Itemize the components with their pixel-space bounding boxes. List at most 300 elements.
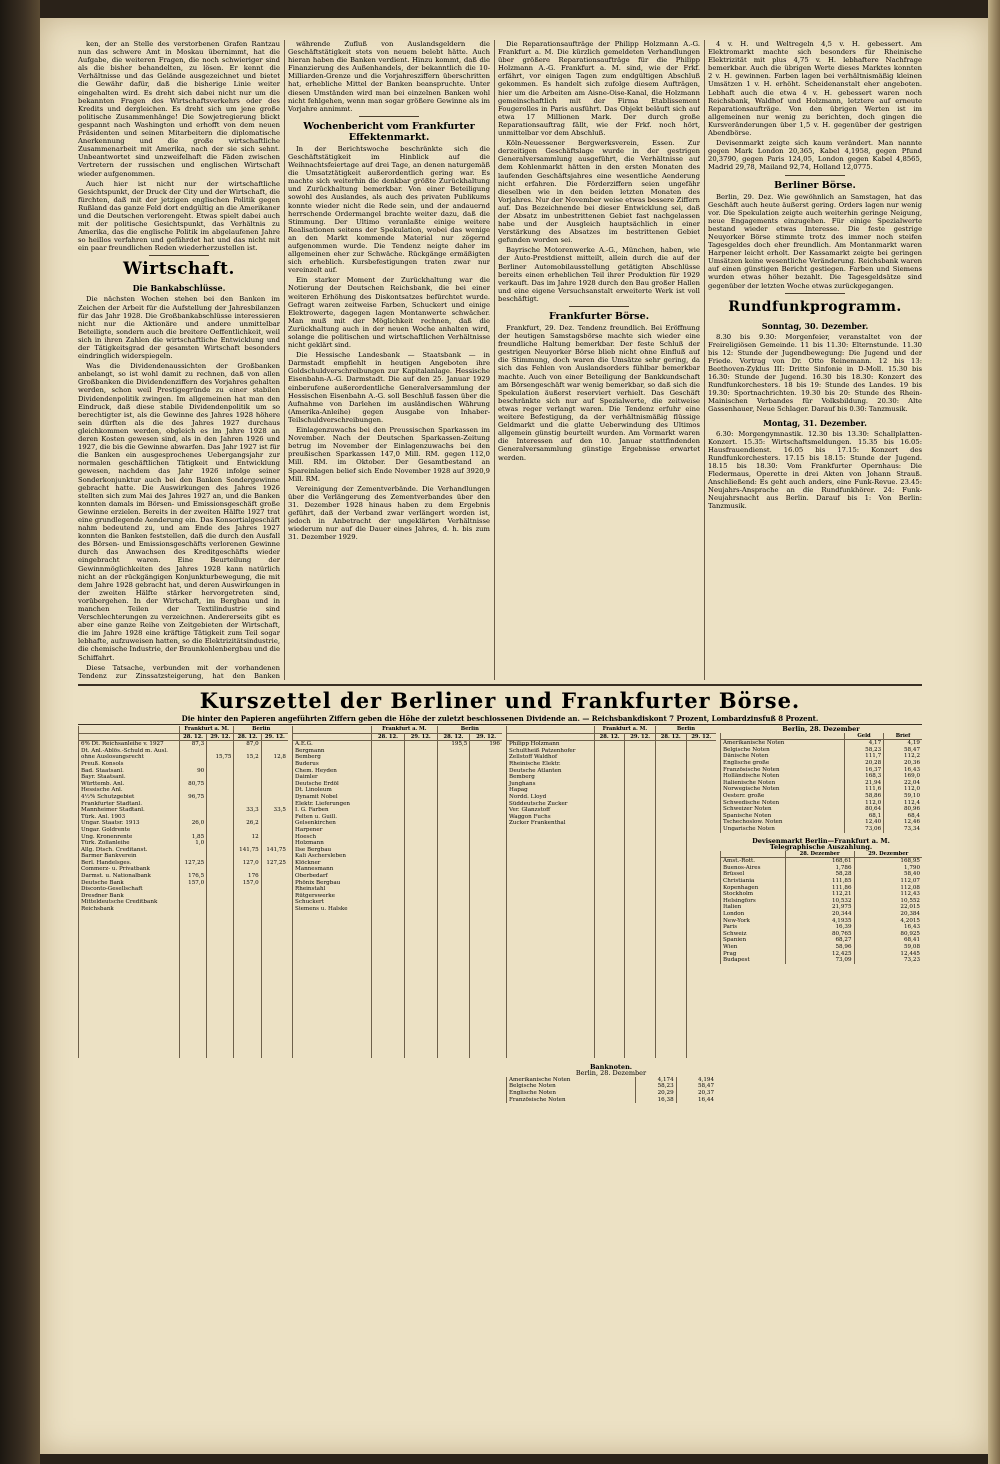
table-row <box>293 781 503 788</box>
table-cell <box>437 748 470 755</box>
table-cell <box>625 965 656 972</box>
table-cell <box>507 1012 595 1019</box>
table-cell <box>261 1038 288 1045</box>
table-cell <box>470 774 502 781</box>
table-cell <box>207 873 234 880</box>
table-cell: I. G. Farben <box>293 807 372 814</box>
table-cell: Holländische Noten <box>721 773 845 780</box>
table-cell <box>79 913 180 920</box>
table-cell <box>594 807 625 814</box>
table-cell <box>261 820 288 827</box>
table-row <box>79 899 289 906</box>
table-cell <box>686 741 716 748</box>
table-cell: 16,38 <box>635 1097 676 1104</box>
table-header-cell: 29. 12. <box>686 733 716 741</box>
table-row <box>507 913 717 920</box>
table-row <box>721 786 923 793</box>
table-cell: 1,786 <box>785 865 854 872</box>
table-cell <box>372 939 405 946</box>
table-row <box>507 820 717 827</box>
table-cell <box>234 913 261 920</box>
table-cell <box>207 913 234 920</box>
table-cell <box>625 906 656 913</box>
table-cell <box>404 985 437 992</box>
table-cell <box>655 959 686 966</box>
table-cell: Klöckner <box>293 860 372 867</box>
table-cell <box>207 1025 234 1032</box>
table-header-cell <box>79 733 180 741</box>
table-row <box>79 853 289 860</box>
table-cell <box>437 761 470 768</box>
table-cell <box>404 754 437 761</box>
banknote-list-date: Berlin, 28. Dezember <box>782 725 860 733</box>
table-cell: 4½% Schutzgebiet <box>79 794 180 801</box>
table-cell <box>437 946 470 953</box>
table-cell <box>594 860 625 867</box>
table-cell <box>507 1031 595 1038</box>
table-cell <box>655 998 686 1005</box>
table-row <box>721 780 923 787</box>
table-cell <box>404 946 437 953</box>
table-cell <box>372 801 405 808</box>
table-cell <box>404 913 437 920</box>
table-cell <box>470 853 502 860</box>
table-cell <box>625 748 656 755</box>
table-cell <box>594 820 625 827</box>
table-cell: 12 <box>234 834 261 841</box>
table-cell: Schultheiß Patzenhofer <box>507 748 595 755</box>
table-cell <box>655 768 686 775</box>
table-cell: Darmst. u. Nationalbank <box>79 873 180 880</box>
table-cell <box>79 926 180 933</box>
table-cell <box>179 939 206 946</box>
table-row <box>507 781 717 788</box>
table-cell <box>404 834 437 841</box>
table-row <box>293 794 503 801</box>
table-cell <box>655 972 686 979</box>
paragraph: währende Zufluß von Auslandsgeldern die Geschäftstätigkeit stets von neuem belebt hätte. Auch hieran haben die Banken verdient. Hinzu kommt, daß die Finanzierung des Außenhandels, der bekanntlich die 10-Milliarden-Grenze und die Vorjahresziffern überschritten hat, erhebliche Mittel der Banken beanspruchte. Unter diesen Umständen wird man bei einzelnen Banken wohl nicht fehlgehen, wenn man sogar größere Gewinne als im Vorjahre annimmt. <box>288 40 490 113</box>
table-cell <box>625 768 656 775</box>
table-cell: Norwegische Noten <box>721 786 845 793</box>
table-cell <box>470 748 502 755</box>
table-cell <box>261 979 288 986</box>
table-cell <box>261 1018 288 1025</box>
table-cell: Rheinische Elektr. <box>507 761 595 768</box>
table-cell <box>507 834 595 841</box>
table-cell: 73,23 <box>854 957 922 964</box>
table-cell <box>79 952 180 959</box>
table-cell <box>686 827 716 834</box>
table-cell <box>179 1038 206 1045</box>
table-cell <box>404 847 437 854</box>
table-cell <box>655 985 686 992</box>
table-cell <box>207 748 234 755</box>
table-cell: Englische große <box>721 760 845 767</box>
table-cell: 112,21 <box>785 891 854 898</box>
table-row <box>507 965 717 972</box>
table-cell: 33,3 <box>234 807 261 814</box>
table-cell <box>207 774 234 781</box>
table-cell <box>179 1051 206 1058</box>
table-cell: Prag <box>721 951 786 958</box>
table-cell: Kali Aschersleben <box>293 853 372 860</box>
table-row <box>507 847 717 854</box>
table-cell <box>372 873 405 880</box>
table-cell <box>234 1051 261 1058</box>
table-cell <box>655 1025 686 1032</box>
table-cell <box>594 768 625 775</box>
table-cell <box>207 959 234 966</box>
price-table-2 <box>292 726 502 1058</box>
table-row <box>79 998 289 1005</box>
table-row <box>507 932 717 939</box>
table-cell <box>234 748 261 755</box>
table-cell <box>655 873 686 880</box>
table-cell <box>437 893 470 900</box>
table-row <box>293 1025 503 1032</box>
table-cell <box>207 794 234 801</box>
table-cell <box>372 834 405 841</box>
table-cell <box>625 807 656 814</box>
table-cell <box>293 1031 372 1038</box>
table-cell <box>372 1025 405 1032</box>
table-cell <box>655 880 686 887</box>
table-row <box>293 893 503 900</box>
table-cell <box>470 801 502 808</box>
table-row <box>79 820 289 827</box>
table-cell: 15,75 <box>207 754 234 761</box>
table-cell: 12,46 <box>884 819 922 826</box>
table-cell <box>686 932 716 939</box>
table-cell: 12,425 <box>785 951 854 958</box>
table-row <box>507 794 717 801</box>
table-cell <box>79 959 180 966</box>
table-cell <box>234 965 261 972</box>
table-cell <box>686 1025 716 1032</box>
table-cell <box>179 893 206 900</box>
table-cell <box>686 906 716 913</box>
paragraph: Vereinigung der Zementverbände. Die Verhandlungen über die Verlängerung des Zementverbandes über den 31. Dezember 1928 hinaus haben zu dem Ergebnis geführt, daß der Verband zwar verlängert worden ist, jedoch in Anbetracht der ungeklärten Verhältnisse wiederum nur auf die Dauer eines Jahres, d. h. bis zum 31. Dezember 1929. <box>288 484 490 542</box>
table-cell <box>372 1038 405 1045</box>
page-edge <box>988 0 1000 1464</box>
table-cell: Amst.-Rott. <box>721 858 786 865</box>
table-cell: 16,43 <box>884 767 922 774</box>
table-cell <box>625 899 656 906</box>
table-row <box>507 754 717 761</box>
table-cell <box>655 992 686 999</box>
price-table-4 <box>720 726 922 964</box>
table-cell <box>686 794 716 801</box>
table-cell: 127,25 <box>261 860 288 867</box>
table-cell <box>507 932 595 939</box>
table-cell <box>404 748 437 755</box>
paragraph: Auch hier ist nicht nur der wirtschaftliche Gesichtspunkt, der Druck der City und der Wirtschaft, die fürchten, daß mit der jetzigen englischen Politik gegen Rußland das ganze Feld dort endgültig an die Amerikaner und die Deutschen verlorengeht. Etwas spielt dabei auch mit der politische Gesichtspunkt, das Verhältnis zu Amerika, das die englische Politik im abgelaufenen Jahre so heillos verfahren und gefährdet hat und das nicht mit ein paar freundlichen Reden wiederherzustellen ist. <box>78 179 280 253</box>
table-cell <box>179 761 206 768</box>
table-cell: 20,36 <box>884 760 922 767</box>
table-cell: 26,0 <box>179 820 206 827</box>
table-cell <box>470 840 502 847</box>
table-cell <box>372 906 405 913</box>
table-cell <box>179 1031 206 1038</box>
table-cell <box>507 965 595 972</box>
table-cell <box>507 913 595 920</box>
table-cell <box>507 1025 595 1032</box>
table-row <box>293 919 503 926</box>
table-cell <box>179 1025 206 1032</box>
table-cell: Italienische Noten <box>721 780 845 787</box>
table-cell: 16,39 <box>785 924 854 931</box>
table-cell <box>234 906 261 913</box>
table-cell: 22,04 <box>884 780 922 787</box>
table-cell <box>470 1045 502 1052</box>
table-cell <box>261 1045 288 1052</box>
table-row <box>721 878 923 885</box>
table-cell <box>372 932 405 939</box>
table-row <box>293 886 503 893</box>
table-row <box>507 899 717 906</box>
table-cell <box>625 939 656 946</box>
table-row <box>79 768 289 775</box>
table-cell <box>372 979 405 986</box>
table-cell <box>372 781 405 788</box>
table-cell <box>470 781 502 788</box>
table-cell <box>234 979 261 986</box>
table-row <box>79 919 289 926</box>
table-cell: Süddeutsche Zucker <box>507 801 595 808</box>
table-cell <box>207 1051 234 1058</box>
section-heading: Wochenbericht vom Frankfurter Effektenmarkt. <box>303 120 475 143</box>
table-row <box>721 944 923 951</box>
table-cell <box>437 998 470 1005</box>
table-cell <box>470 972 502 979</box>
table-cell <box>686 787 716 794</box>
table-cell <box>625 1005 656 1012</box>
table-cell: Bad. Staatsanl. <box>79 768 180 775</box>
table-cell: Württemb. Anl. <box>79 781 180 788</box>
table-cell <box>655 820 686 827</box>
table-cell: Mannheimer Stadtanl. <box>79 807 180 814</box>
table-cell <box>207 866 234 873</box>
table-row <box>507 946 717 953</box>
table-cell <box>293 939 372 946</box>
table-row <box>79 748 289 755</box>
table-cell: Mitteldeutsche Creditbank <box>79 899 180 906</box>
table-cell <box>686 886 716 893</box>
table-cell: 4,1935 <box>785 918 854 925</box>
table-row <box>507 906 717 913</box>
table-row <box>79 1005 289 1012</box>
table-header-cell: 29. 12. <box>470 733 502 741</box>
table-cell <box>437 1031 470 1038</box>
table-cell <box>437 979 470 986</box>
table-cell <box>686 913 716 920</box>
table-cell: 96,75 <box>179 794 206 801</box>
table-cell <box>507 873 595 880</box>
banknotes-date: Berlin, 28. Dezember <box>575 1069 647 1078</box>
binding-edge <box>0 0 40 1464</box>
table-cell <box>625 992 656 999</box>
table-row <box>79 787 289 794</box>
table-row <box>293 906 503 913</box>
table-cell <box>507 827 595 834</box>
table-cell <box>507 906 595 913</box>
table-cell <box>437 880 470 887</box>
table-cell <box>437 926 470 933</box>
table-cell: Preuß. Konsols <box>79 761 180 768</box>
table-cell <box>470 939 502 946</box>
table-cell <box>625 781 656 788</box>
table-cell: Amerikanische Noten <box>721 740 845 747</box>
table-cell <box>207 880 234 887</box>
table-cell <box>625 952 656 959</box>
table-cell <box>686 847 716 854</box>
table-cell <box>293 1012 372 1019</box>
table-row <box>721 773 923 780</box>
table-cell <box>207 932 234 939</box>
table-row <box>293 761 503 768</box>
table-cell <box>686 748 716 755</box>
table-cell <box>655 1005 686 1012</box>
table-cell: Budapest <box>721 957 786 964</box>
table-row <box>507 992 717 999</box>
table-cell <box>655 939 686 946</box>
table-row <box>293 1051 503 1058</box>
table-cell: 176 <box>234 873 261 880</box>
table-cell <box>207 886 234 893</box>
table-header-cell <box>507 726 595 733</box>
table-cell: 73,34 <box>884 826 922 833</box>
table-header-cell: 29. 12. <box>625 733 656 741</box>
table-cell <box>625 1051 656 1058</box>
table-row <box>507 952 717 959</box>
table-cell: Chem. Heyden <box>293 768 372 775</box>
table-cell <box>234 959 261 966</box>
table-cell <box>234 1031 261 1038</box>
table-cell <box>507 840 595 847</box>
table-cell <box>594 880 625 887</box>
table-row <box>507 893 717 900</box>
table-header-cell: Berlin <box>437 726 502 733</box>
table-cell <box>470 998 502 1005</box>
table-cell <box>507 939 595 946</box>
table-cell <box>404 781 437 788</box>
table-cell <box>686 979 716 986</box>
table-row <box>293 853 503 860</box>
table-row <box>79 926 289 933</box>
table-cell: 4,194 <box>676 1077 716 1084</box>
table-cell <box>507 1051 595 1058</box>
table-row <box>293 801 503 808</box>
table-row <box>507 1038 717 1045</box>
table-cell <box>655 807 686 814</box>
table-cell: Christiania <box>721 878 786 885</box>
table-cell <box>372 1031 405 1038</box>
table-cell <box>594 827 625 834</box>
table-cell: Ungar. Staatsr. 1913 <box>79 820 180 827</box>
table-header-cell: 29. 12. <box>261 733 288 741</box>
table-cell <box>594 926 625 933</box>
table-row <box>507 741 717 748</box>
table-row <box>721 747 923 754</box>
table-cell <box>625 985 656 992</box>
table-cell <box>686 820 716 827</box>
table-cell: 112,2 <box>884 753 922 760</box>
table-cell <box>655 932 686 939</box>
table-cell <box>79 946 180 953</box>
table-cell: 1,790 <box>854 865 922 872</box>
table-row <box>721 813 923 820</box>
table-cell <box>372 840 405 847</box>
table-row <box>507 807 717 814</box>
table-cell <box>179 1045 206 1052</box>
table-row <box>293 880 503 887</box>
table-cell <box>261 853 288 860</box>
table-cell <box>625 913 656 920</box>
table-cell: Deutsche Atlanten <box>507 768 595 775</box>
table-cell <box>655 827 686 834</box>
table-cell <box>179 959 206 966</box>
table-cell <box>625 1018 656 1025</box>
table-cell <box>686 985 716 992</box>
price-table-3 <box>506 726 716 1103</box>
radio-day: Sonntag, 30. Dezember. <box>761 320 869 331</box>
table-cell: 112,0 <box>844 800 883 807</box>
table-row <box>293 952 503 959</box>
table-cell <box>234 794 261 801</box>
table-cell: 10,532 <box>785 898 854 905</box>
table-cell <box>293 1018 372 1025</box>
table-cell <box>437 939 470 946</box>
table-header-cell: Geld <box>844 733 883 740</box>
table-row <box>79 754 289 761</box>
table-cell <box>594 774 625 781</box>
table-cell: Helsingfors <box>721 898 786 905</box>
table-cell: Holzmann <box>293 840 372 847</box>
table-cell <box>372 847 405 854</box>
table-cell <box>293 952 372 959</box>
table-cell <box>372 926 405 933</box>
table-row <box>721 904 923 911</box>
table-cell <box>207 847 234 854</box>
table-cell <box>234 893 261 900</box>
table-cell <box>207 840 234 847</box>
table-cell <box>655 787 686 794</box>
table-cell <box>372 972 405 979</box>
table-cell <box>79 992 180 999</box>
table-cell <box>404 979 437 986</box>
table-cell <box>79 1018 180 1025</box>
table-cell <box>594 992 625 999</box>
table-cell <box>207 741 234 748</box>
table-cell <box>625 787 656 794</box>
table-cell <box>594 847 625 854</box>
table-cell: New-York <box>721 918 786 925</box>
table-row <box>507 1045 717 1052</box>
table-cell: 157,0 <box>179 880 206 887</box>
subsection-heading: Die Bankabschlüsse. <box>132 283 226 294</box>
table-cell <box>234 919 261 926</box>
table-row <box>507 1077 717 1084</box>
table-row <box>721 918 923 925</box>
table-row <box>293 1012 503 1019</box>
table-cell <box>234 768 261 775</box>
table-cell: Spanien <box>721 937 786 944</box>
table-row <box>293 866 503 873</box>
table-cell <box>507 992 595 999</box>
table-cell: Barmer Bankverein <box>79 853 180 860</box>
paragraph: Bayrische Motorenwerke A.-G., München, haben, wie der Auto-Prestdienst mitteilt, allein durch die auf der Berliner Automobilausstellung getätigten Abschlüsse bereits einen erheblichen Teil ihrer Produktion für 1929 verkauft. Das im Jahre 1928 durch den Bau großer Hallen und eine eigene Versuchsanstalt erweiterte Werk ist voll beschäftigt. <box>498 246 700 303</box>
table-cell: London <box>721 911 786 918</box>
